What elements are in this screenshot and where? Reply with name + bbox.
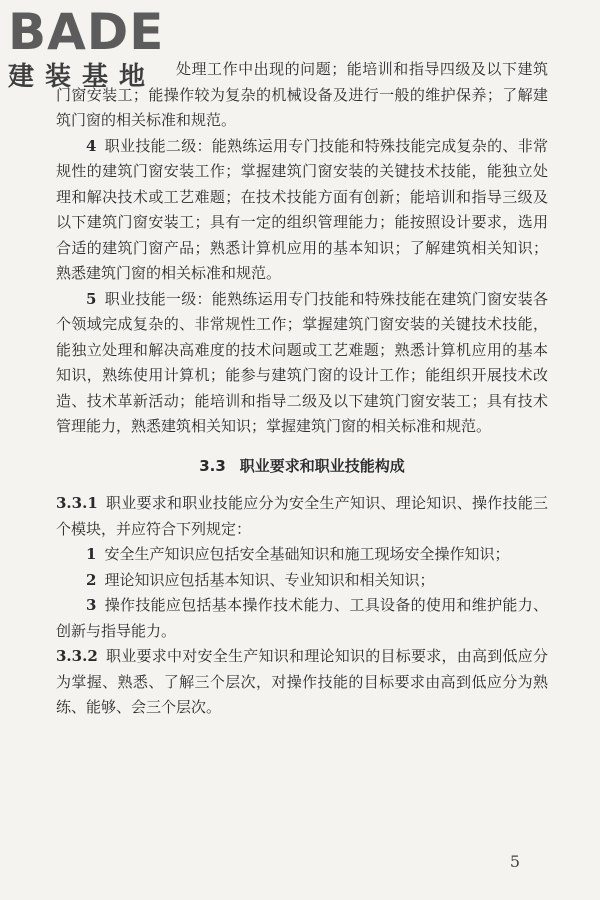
page-number: 5 xyxy=(509,852,520,871)
item-number: 4 xyxy=(86,136,97,155)
section-title: 职业要求和职业技能构成 xyxy=(239,456,405,475)
section-number: 3.3 xyxy=(199,456,226,475)
list-item xyxy=(56,568,548,594)
item-number: 1 xyxy=(86,545,97,563)
paragraph-skill-level-1 xyxy=(56,287,548,440)
clause-number: 3.3.2 xyxy=(56,647,98,665)
item-number: 3 xyxy=(86,596,97,614)
section-heading xyxy=(56,454,548,480)
item-number: 2 xyxy=(86,570,97,589)
list-item xyxy=(56,542,548,568)
clause-text: 职业要求和职业技能应分为安全生产知识、理论知识、操作技能三个模块，并应符合下列规定： xyxy=(56,494,548,538)
paragraph-text: 处理工作中出现的问题；能培训和指导四级及以下建筑门窗安装工；能操作较为复杂的机械设备及进行一般的维护保养；了解建筑门窗的相关标准和规范。 xyxy=(56,60,548,129)
item-number: 5 xyxy=(86,289,97,308)
logo-wordmark: BADE xyxy=(8,3,165,61)
clause-3-3-2 xyxy=(56,644,548,721)
document-body xyxy=(56,57,548,721)
paragraph-skill-level-2 xyxy=(56,134,548,287)
paragraph-text: 职业技能二级：能熟练运用专门技能和特殊技能完成复杂的、非常规性的建筑门窗安装工作；掌握建筑门窗安装的关键技术技能，能独立处理和解决技术或工艺难题；在技术技能方面有创新；能培训和指导三级及以下建筑门窗安装工；具有一定的组织管理能力；能按照设计要求，选用合适的建筑门窗产品；熟悉计算机应用的基本知识；了解建筑相关知识；熟悉建筑门窗的相关标准和规范。 xyxy=(56,136,548,282)
item-text: 操作技能应包括基本操作技术能力、工具设备的使用和维护能力、创新与指导能力。 xyxy=(56,596,548,640)
logo-subtitle: 建装基地 xyxy=(8,62,157,92)
item-text: 安全生产知识应包括安全基础知识和施工现场安全操作知识； xyxy=(104,545,510,563)
clause-3-3-1 xyxy=(56,491,548,542)
item-text: 理论知识应包括基本知识、专业知识和相关知识； xyxy=(104,570,435,589)
clause-text: 职业要求中对安全生产知识和理论知识的目标要求，由高到低应分为掌握、熟悉、了解三个层次，对操作技能的目标要求由高到低应分为熟练、能够、会三个层次。 xyxy=(56,647,548,716)
paragraph-text: 职业技能一级：能熟练运用专门技能和特殊技能在建筑门窗安装各个领域完成复杂的、非常规性工作；掌握建筑门窗安装的关键技术技能，能独立处理和解决高难度的技术问题或工艺难题；熟悉计算机应用的基本知识，熟练使用计算机；能参与建筑门窗的设计工作；能组织开展技术改造、技术革新活动；能培训和指导二级及以下建筑门窗安装工；具有技术管理能力，熟悉建筑相关知识；掌握建筑门窗的相关标准和规范。 xyxy=(56,289,548,435)
paragraph-continuation xyxy=(56,57,548,134)
clause-number: 3.3.1 xyxy=(56,494,98,512)
list-item xyxy=(56,593,548,644)
